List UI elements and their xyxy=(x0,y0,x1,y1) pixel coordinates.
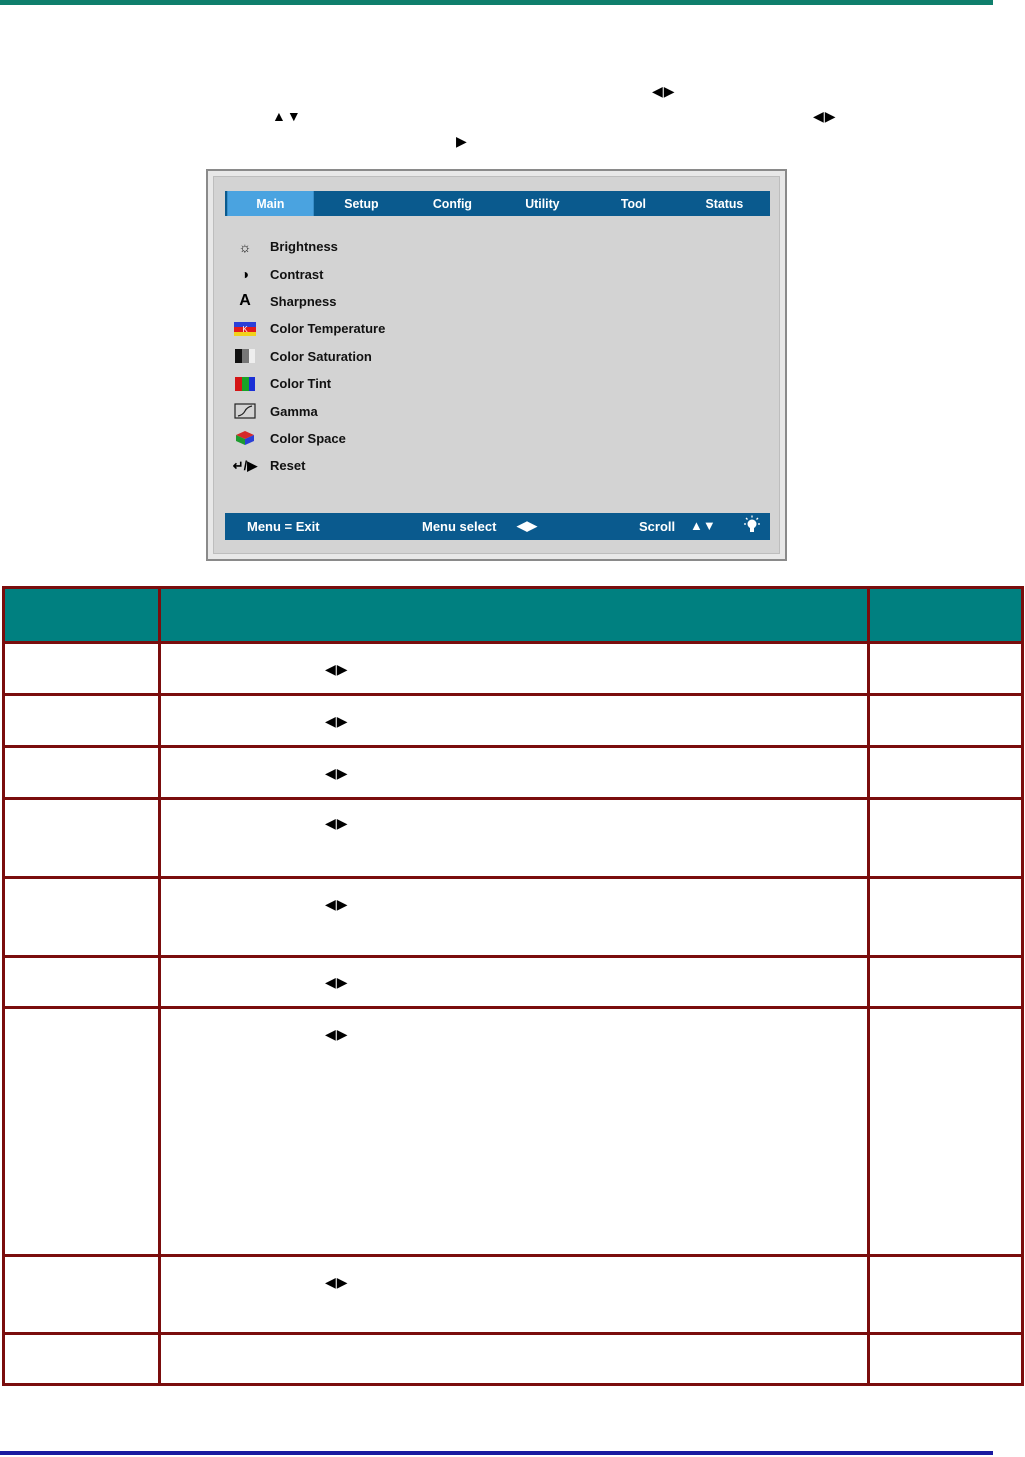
svg-text:K: K xyxy=(242,324,248,334)
reset-icon: ↵/▶ xyxy=(232,457,258,473)
tab-tool[interactable]: Tool xyxy=(621,196,647,211)
left-right-arrow-icon: ◀▶ xyxy=(325,1274,349,1290)
left-right-arrow-icon: ◀▶ xyxy=(517,518,537,533)
osd-menu-list xyxy=(234,233,385,480)
settings-table xyxy=(2,586,1024,1386)
sharpness-icon: A xyxy=(239,292,251,310)
top-rule xyxy=(0,0,993,5)
left-right-arrow-icon: ◀▶ xyxy=(325,896,349,912)
left-right-arrow-icon: ◀▶ xyxy=(325,765,349,781)
menu-item-color-tint[interactable] xyxy=(234,370,385,397)
color-space-icon xyxy=(234,430,256,446)
menu-item-color-space[interactable] xyxy=(234,425,385,452)
lamp-icon xyxy=(742,515,762,538)
left-right-arrow-icon: ◀▶ xyxy=(652,83,676,99)
osd-tab-bar xyxy=(225,191,770,216)
color-tint-icon xyxy=(234,376,256,392)
up-down-arrow-icon: ▲▼ xyxy=(272,108,302,124)
menu-item-gamma[interactable] xyxy=(234,397,385,424)
menu-item-label: Color Tint xyxy=(270,376,332,392)
sun-icon: ☼ xyxy=(238,238,252,255)
footer-scroll-hint: Scroll xyxy=(639,519,676,534)
left-right-arrow-icon: ◀▶ xyxy=(813,108,837,124)
menu-item-label: Gamma xyxy=(270,403,318,419)
color-temperature-icon xyxy=(234,321,256,337)
footer-select-hint: Menu select xyxy=(422,519,497,534)
menu-item-label: Color Saturation xyxy=(270,348,372,364)
menu-item-color-temperature[interactable] xyxy=(234,315,385,342)
color-saturation-icon xyxy=(234,348,256,364)
right-arrow-icon: ▶ xyxy=(456,133,468,149)
menu-item-label: Color Temperature xyxy=(270,321,386,337)
left-right-arrow-icon: ◀▶ xyxy=(325,713,349,729)
menu-item-reset[interactable] xyxy=(234,452,385,479)
osd-footer xyxy=(225,513,770,540)
tab-config[interactable]: Config xyxy=(432,196,472,211)
menu-item-sharpness[interactable] xyxy=(234,288,385,315)
gamma-icon xyxy=(234,403,256,419)
tab-utility[interactable]: Utility xyxy=(525,196,561,211)
menu-item-label: Sharpness xyxy=(270,293,337,309)
menu-item-label: Brightness xyxy=(270,239,338,255)
tab-setup[interactable]: Setup xyxy=(344,196,379,211)
left-right-arrow-icon: ◀▶ xyxy=(325,815,349,831)
left-right-arrow-icon: ◀▶ xyxy=(325,1026,349,1042)
menu-item-label: Color Space xyxy=(270,430,346,446)
menu-item-contrast[interactable] xyxy=(234,260,385,287)
tab-status[interactable]: Status xyxy=(705,196,744,211)
osd-menu-screenshot xyxy=(206,169,787,561)
left-right-arrow-icon: ◀▶ xyxy=(325,661,349,677)
menu-item-label: Reset xyxy=(270,458,306,474)
tab-main[interactable]: Main xyxy=(227,191,313,216)
up-down-arrow-icon: ▲▼ xyxy=(690,518,716,533)
menu-item-label: Contrast xyxy=(270,266,324,282)
menu-item-color-saturation[interactable] xyxy=(234,343,385,370)
osd-screen xyxy=(213,176,780,554)
column-divider xyxy=(867,589,870,1383)
left-right-arrow-icon: ◀▶ xyxy=(325,974,349,990)
footer-exit-hint: Menu = Exit xyxy=(247,519,320,534)
bottom-rule xyxy=(0,1451,993,1455)
menu-item-brightness[interactable] xyxy=(234,233,385,260)
column-divider xyxy=(158,589,161,1383)
contrast-icon: ◑ xyxy=(240,266,250,283)
